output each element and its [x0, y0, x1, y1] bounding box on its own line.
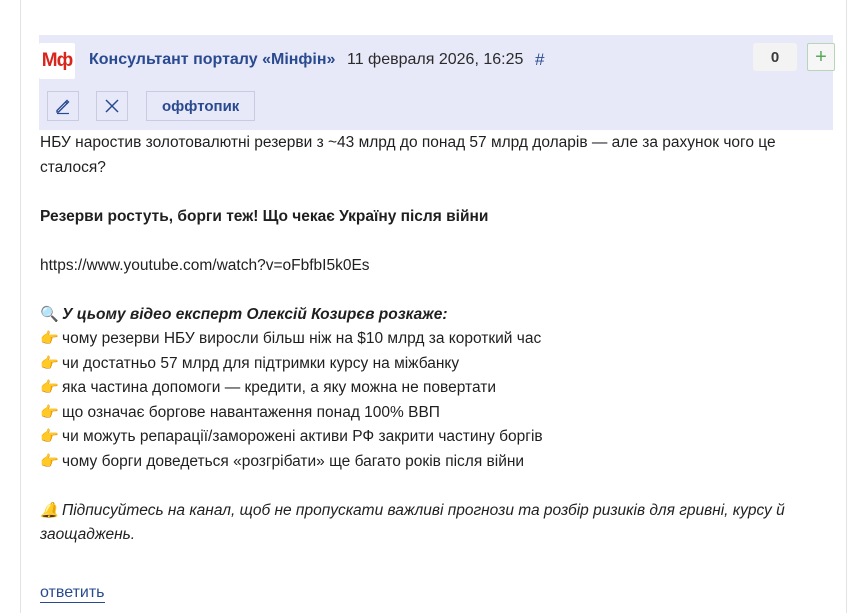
- pointing-hand-icon: 👉: [40, 330, 59, 347]
- list-item-text: чому борги доведеться «розгрібати» ще багато років після війни: [62, 452, 525, 470]
- bell-icon: 🔔: [40, 501, 59, 519]
- video-intro-text: У цьому відео експерт Олексій Козирєв розкаже:: [62, 305, 448, 323]
- magnifier-icon: 🔍: [40, 305, 59, 323]
- video-link[interactable]: https://www.youtube.com/watch?v=oFbfbI5k0Es: [40, 256, 370, 274]
- comment-body: [40, 131, 800, 548]
- pointing-hand-icon: 👉: [40, 428, 59, 445]
- list-item: [40, 327, 800, 352]
- list-item: [40, 376, 800, 401]
- list-item-text: чи достатньо 57 млрд для підтримки курсу на міжбанку: [62, 354, 460, 372]
- headline-text: Резерви ростуть, борги теж! Що чекає Україну після війни: [40, 207, 489, 225]
- delete-button[interactable]: [96, 91, 128, 121]
- permalink[interactable]: #: [535, 50, 545, 69]
- pencil-icon: [54, 97, 72, 115]
- pointing-hand-icon: 👉: [40, 354, 59, 372]
- pointing-hand-icon: 👉: [40, 452, 59, 470]
- author-link[interactable]: Консультант порталу «Мінфін»: [89, 51, 336, 68]
- offtopic-button[interactable]: оффтопик: [146, 91, 255, 121]
- comment-date: 11 февраля 2026, 16:25: [347, 51, 524, 68]
- list-item-text: яка частина допомоги — кредити, а яку можна не повертати: [62, 379, 496, 396]
- list-item-text: чи можуть репарації/заморожені активи РФ закрити частину боргів: [62, 428, 543, 445]
- author-avatar[interactable]: Мф: [39, 43, 75, 79]
- list-item: [40, 401, 800, 426]
- vote-up-button[interactable]: +: [807, 43, 835, 71]
- comment-header: [39, 35, 833, 130]
- right-border: [846, 0, 847, 613]
- subscribe-text: 🔔 Підписуйтесь на канал, щоб не пропускати важливі прогнози та розбір ризиків для гривні, курсу й заощаджень.: [40, 499, 800, 548]
- list-item: [40, 425, 800, 450]
- list-item-text: що означає боргове навантаження понад 100% ВВП: [62, 403, 440, 421]
- pointing-hand-icon: 👉: [40, 379, 59, 396]
- reply-link[interactable]: ответить: [40, 584, 105, 601]
- edit-button[interactable]: [47, 91, 79, 121]
- list-item-text: чому резерви НБУ виросли більш ніж на $10 млрд за короткий час: [62, 330, 542, 347]
- pointing-hand-icon: 👉: [40, 403, 59, 421]
- left-border: [20, 0, 21, 613]
- list-item: [40, 352, 800, 377]
- close-icon: [103, 97, 121, 115]
- vote-count: 0: [753, 43, 797, 71]
- list-item: [40, 450, 800, 475]
- intro-text: НБУ наростив золотовалютні резерви з ~43 млрд до понад 57 млрд доларів — але за рахунок чого це сталося?: [40, 134, 776, 176]
